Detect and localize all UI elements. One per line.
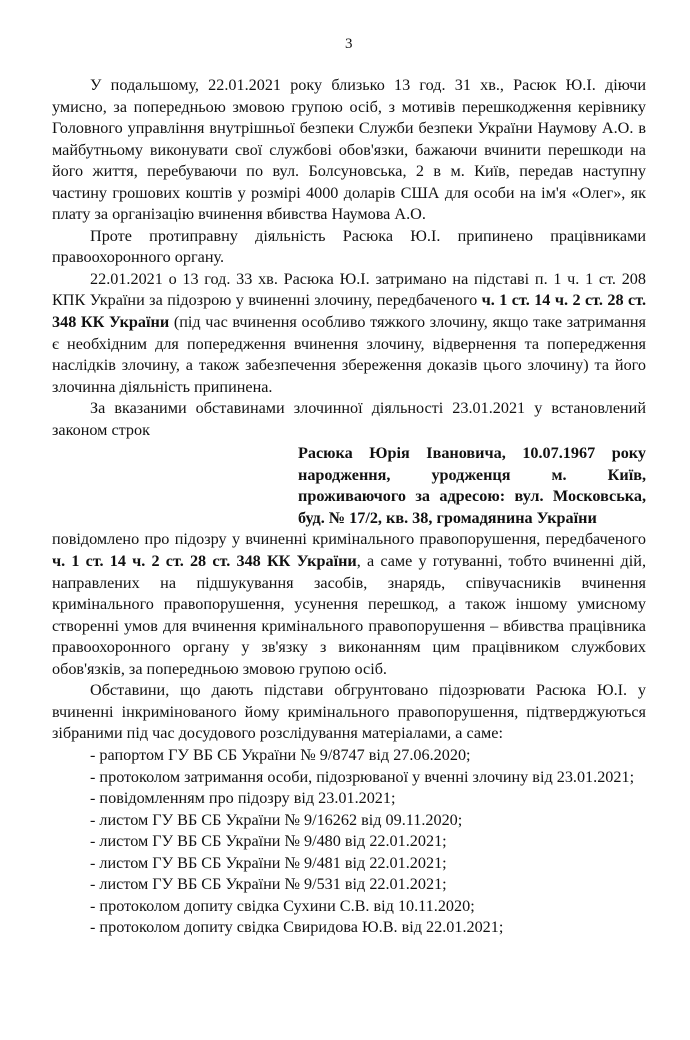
paragraph-5-text-part-2: , а саме у готуванні, тобто вчиненні дій, направлених на підшукування засобів, знарядь, співучасників вчинення кримінального правопорушення, усунення перешкод, а також іншому умисному створенні умов для вчинення кримінального правопорушення – вбивства працівника правоохоронного органу у зв'язку з виконанням цим працівником службових обов'язків, за попередньою змовою групою осіб.: [52, 552, 646, 678]
paragraph-2: [52, 226, 646, 269]
paragraph-1: [52, 75, 646, 226]
evidence-item: - повідомленням про підозру від 23.01.2021;: [90, 789, 396, 808]
evidence-item: - листом ГУ ВБ СБ України № 9/481 від 22.01.2021;: [90, 853, 447, 872]
evidence-item: - протоколом допиту свідка Сухини С.В. від 10.11.2020;: [90, 896, 475, 915]
paragraph-3: [52, 269, 646, 398]
paragraph-6-text: Обставини, що дають підстави обгрунтовано підозрювати Расюка Ю.І. у вчиненні інкримінованого йому кримінального правопорушення, підтверджуються зібраними під час досудового розслідування матеріалами, а саме:: [52, 681, 646, 743]
evidence-item: - протоколом допиту свідка Свиридова Ю.В. від 22.01.2021;: [90, 918, 504, 937]
paragraph-6: [52, 680, 646, 745]
paragraph-3-text-part-1: 22.01.2021 о 13 год. 33 хв. Расюка Ю.І. затримано на підставі п. 1 ч. 1 ст. 208 КПК України за підозрою у вчиненні злочину, передбаченого: [52, 269, 646, 310]
paragraph-5-statute-reference: ч. 1 ст. 14 ч. 2 ст. 28 ст. 348 КК України: [52, 552, 357, 571]
paragraph-4-text: За вказаними обставинами злочинної діяльності 23.01.2021 у встановлений законом строк: [52, 399, 646, 439]
evidence-item: - листом ГУ ВБ СБ України № 9/531 від 22.01.2021;: [90, 875, 447, 894]
document-body: [52, 75, 646, 939]
paragraph-5-text-part-1: повідомлено про підозру у вчиненні кримінального правопорушення, передбаченого: [52, 530, 646, 549]
evidence-item: - листом ГУ ВБ СБ України № 9/480 від 22.01.2021;: [90, 832, 447, 851]
paragraph-2-text: Проте протиправну діяльність Расюка Ю.І. припинено працівниками правоохоронного органу.: [52, 226, 646, 267]
page-number: 3: [345, 36, 353, 52]
paragraph-3-text-part-2: (під час вчинення особливо тяжкого злочину, якщо таке затримання є необхідним для попередження вчинення злочину, відвернення та попередження наслідків злочину, а також забезпечення збереження доказів цього злочину) та його злочинна діяльність припинена.: [52, 313, 646, 396]
evidence-item: - листом ГУ ВБ СБ України № 9/16262 від 09.11.2020;: [90, 810, 463, 829]
suspect-details-block: Расюка Юрія Івановича, 10.07.1967 року народження, уродженця м. Київ, проживаючого за адресою: вул. Московська, буд. № 17/2, кв. 38, громадянина України: [298, 444, 646, 527]
paragraph-4: [52, 398, 646, 441]
paragraph-5: [52, 529, 646, 680]
evidence-item: - протоколом затримання особи, підозрюваної у вченні злочину від 23.01.2021;: [90, 767, 635, 786]
evidence-item: - рапортом ГУ ВБ СБ України № 9/8747 від 27.06.2020;: [90, 745, 471, 764]
paragraph-3-statute-reference: ч. 1 ст. 14 ч. 2 ст. 28 ст. 348 КК України: [52, 291, 646, 332]
paragraph-1-text: У подальшому, 22.01.2021 року близько 13 год. 31 хв., Расюк Ю.І. діючи умисно, за попередньою змовою групою осіб, з мотивів перешкодження керівнику Головного управління внутрішньої безпеки Служби безпеки України Наумову А.О. в майбутньому виконувати свої службові обов'язки, бажаючи вчинити перешкоди на його життя, перебуваючи по вул. Болсуновська, 2 в м. Київ, передав наступну частину грошових коштів у розмірі 4000 доларів США для особи на ім'я «Олег», як плату за організацію вчинення вбивства Наумова А.О.: [52, 76, 646, 224]
